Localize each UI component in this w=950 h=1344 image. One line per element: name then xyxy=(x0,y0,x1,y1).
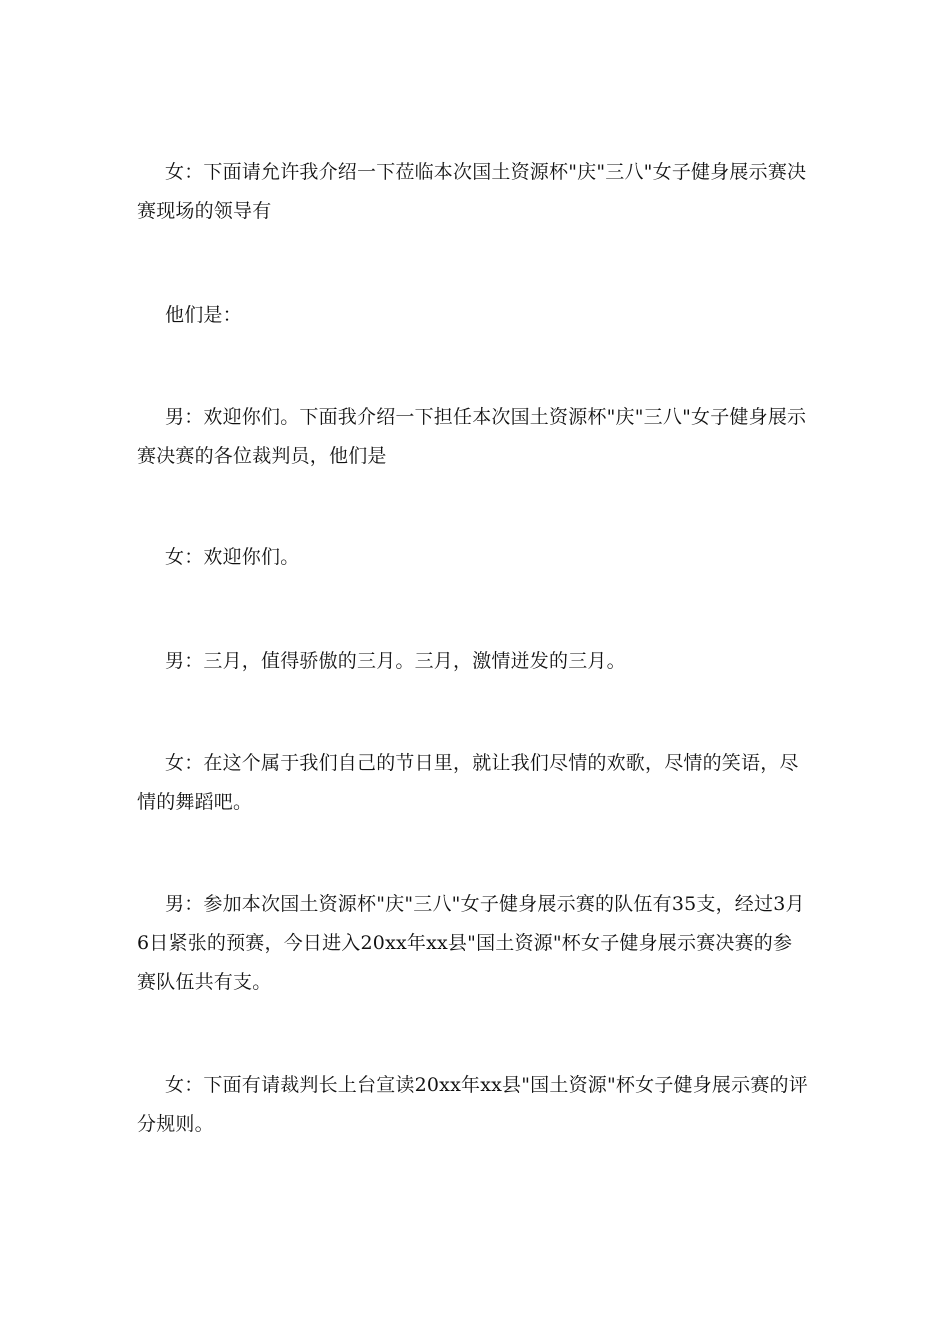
paragraph-female-rules: 女：下面有请裁判长上台宣读20xx年xx县"国土资源"杯女子健身展示赛的评分规则。 xyxy=(137,1074,808,1135)
paragraph-female-festival: 女：在这个属于我们自己的节日里，就让我们尽情的欢歌，尽情的笑语，尽情的舞蹈吧。 xyxy=(137,752,799,813)
paragraph-they-are: 他们是： xyxy=(165,304,242,326)
paragraph-female-intro-leaders: 女：下面请允许我介绍一下莅临本次国土资源杯"庆"三八"女子健身展示赛决赛现场的领导有 xyxy=(137,161,807,222)
paragraph-female-welcome: 女：欢迎你们。 xyxy=(165,546,300,568)
paragraph-male-intro-judges: 男：欢迎你们。下面我介绍一下担任本次国土资源杯"庆"三八"女子健身展示赛决赛的各位裁判员，他们是 xyxy=(137,406,807,467)
paragraph-male-teams: 男：参加本次国土资源杯"庆"三八"女子健身展示赛的队伍有35支，经过3月6日紧张的预赛，今日进入20xx年xx县"国土资源"杯女子健身展示赛决赛的参赛队伍共有支。 xyxy=(137,893,805,993)
paragraph-male-march: 男：三月，值得骄傲的三月。三月，激情迸发的三月。 xyxy=(165,650,626,672)
